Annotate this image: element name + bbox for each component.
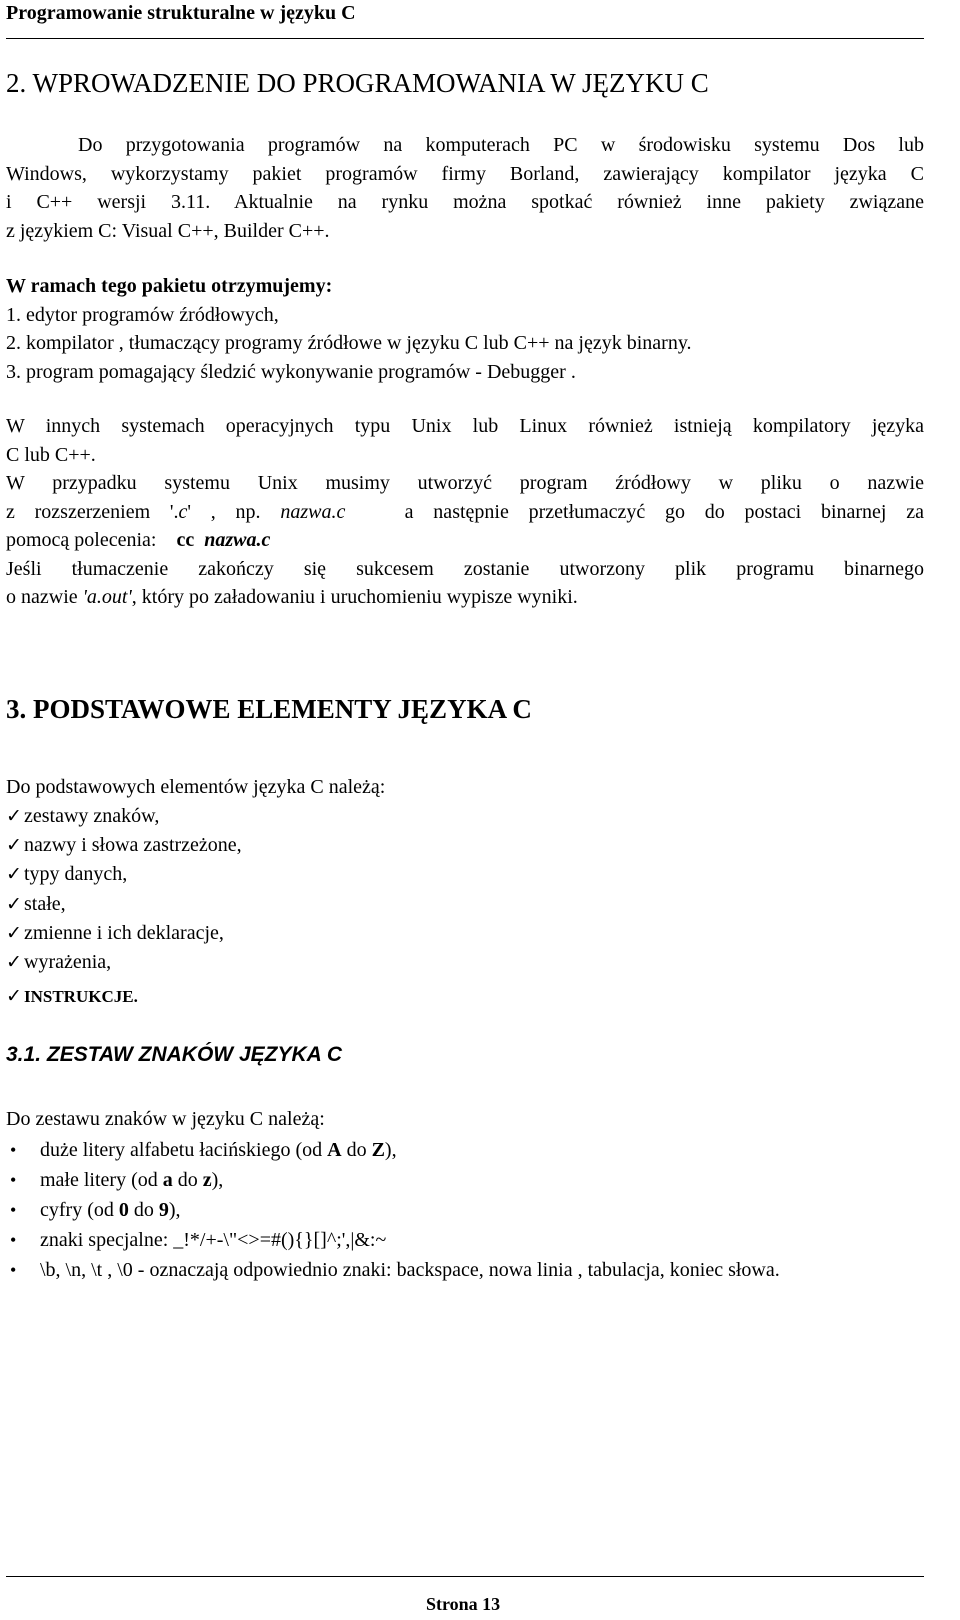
list-item bbox=[6, 1255, 926, 1285]
section-2-intro bbox=[6, 131, 924, 245]
unix-line-5-a: pomocą polecenia: bbox=[6, 529, 177, 551]
charset-bullet-list bbox=[6, 1135, 924, 1285]
list-item-label: typy danych, bbox=[24, 863, 128, 886]
list-item bbox=[6, 831, 242, 860]
bullet-text: duże litery alfabetu łacińskiego (od bbox=[40, 1139, 328, 1161]
bullet-text: do bbox=[172, 1169, 203, 1191]
unix-line-1: W innych systemach operacyjnych typu Unix lub Linux również istnieją kompilatory języka bbox=[6, 415, 924, 437]
unix-line-4-a: z rozszerzeniem '. bbox=[6, 500, 179, 523]
unix-line-6: Jeśli tłumaczenie zakończy się sukcesem zostanie utworzony plik programu binarnego bbox=[6, 557, 924, 580]
list-item-label: nazwy i słowa zastrzeżone, bbox=[24, 834, 242, 857]
list-item bbox=[6, 1165, 924, 1195]
bullet-text: do bbox=[128, 1199, 159, 1221]
bullet-icon: • bbox=[10, 1230, 17, 1250]
intro-line-2: Windows, wykorzystamy pakiet programów firmy Borland, zawierający kompilator języka C bbox=[6, 162, 924, 185]
list-item-label: zestawy znaków, bbox=[24, 805, 160, 827]
check-icon: ✓ bbox=[6, 835, 22, 857]
bullet-text: małe litery (od bbox=[40, 1169, 163, 1191]
package-heading: W ramach tego pakietu otrzymujemy: bbox=[6, 275, 333, 297]
running-header-title: Programowanie strukturalne w języku C bbox=[6, 2, 356, 24]
unix-line-7-c: , który po załadowaniu i uruchomieniu wypisze wyniki. bbox=[131, 586, 578, 608]
unix-line-5 bbox=[6, 526, 924, 555]
bullet-text: ), bbox=[168, 1199, 181, 1221]
bullet-text: znaki specjalne: _!*/+-\"<>=#(){}[]^;',|&:~ bbox=[40, 1229, 387, 1251]
bullet-text: cyfry (od bbox=[40, 1199, 119, 1221]
section-3-1-title: 3.1. ZESTAW ZNAKÓW JĘZYKA C bbox=[6, 1043, 343, 1066]
list-item bbox=[6, 1225, 924, 1255]
unix-line-2: C lub C++. bbox=[6, 443, 96, 466]
section-3-1-intro: Do zestawu znaków w języku C należą: bbox=[6, 1108, 325, 1130]
unix-line-4 bbox=[6, 498, 924, 527]
header-rule bbox=[6, 38, 924, 39]
bullet-bold: 9 bbox=[158, 1199, 169, 1221]
page-number: Strona 13 bbox=[426, 1594, 501, 1614]
bullet-text: ), bbox=[211, 1169, 224, 1191]
package-item-3: 3. program pomagający śledzić wykonywanie programów - Debugger . bbox=[6, 360, 576, 383]
list-item bbox=[6, 1195, 924, 1225]
bullet-icon: • bbox=[10, 1140, 17, 1160]
list-item-label: INSTRUKCJE. bbox=[24, 987, 138, 1006]
unix-line-4-c: ' , np. bbox=[187, 500, 281, 523]
bullet-bold: Z bbox=[371, 1139, 385, 1161]
check-icon: ✓ bbox=[6, 893, 22, 915]
unix-ext-c: c bbox=[178, 500, 188, 523]
list-item-instrukcje bbox=[6, 985, 138, 1008]
package-item-2: 2. kompilator , tłumaczący programy źródłowe w języku C lub C++ na język binarny. bbox=[6, 332, 692, 354]
list-item-label: stałe, bbox=[24, 892, 66, 915]
bullet-text: do bbox=[341, 1139, 372, 1161]
list-item bbox=[6, 1135, 924, 1165]
list-item bbox=[6, 948, 242, 977]
bullet-bold: A bbox=[327, 1139, 342, 1161]
list-item-label: zmienne i ich deklaracje, bbox=[24, 921, 224, 944]
check-icon: ✓ bbox=[6, 806, 22, 827]
bullet-text: \b, \n, \t , \0 - oznaczają odpowiednio znaki: backspace, nowa linia , tabulacja, koniec słowa. bbox=[40, 1259, 780, 1281]
bullet-text: ), bbox=[384, 1139, 397, 1161]
package-item-1: 1. edytor programów źródłowych, bbox=[6, 303, 279, 326]
intro-line-4: z językiem C: Visual C++, Builder C++. bbox=[6, 219, 330, 242]
unix-line-7-a: o nazwie bbox=[6, 586, 83, 608]
package-list bbox=[6, 272, 924, 386]
list-item bbox=[6, 802, 242, 831]
list-item bbox=[6, 860, 242, 889]
check-icon: ✓ bbox=[6, 952, 22, 974]
unix-filename: nazwa.c bbox=[280, 500, 346, 523]
unix-line-7 bbox=[6, 583, 924, 612]
footer-rule bbox=[6, 1576, 924, 1577]
unix-line-4-e: a następnie przetłumaczyć go do postaci binarnej za bbox=[345, 500, 925, 523]
section-3-title: 3. PODSTAWOWE ELEMENTY JĘZYKA C bbox=[6, 694, 532, 724]
check-icon: ✓ bbox=[6, 864, 22, 886]
check-icon: ✓ bbox=[6, 986, 22, 1007]
list-item-label: wyrażenia, bbox=[24, 951, 112, 974]
list-item bbox=[6, 890, 242, 919]
check-icon: ✓ bbox=[6, 922, 22, 944]
elements-checklist bbox=[6, 802, 242, 977]
list-item bbox=[6, 919, 242, 948]
bullet-bold: a bbox=[162, 1169, 173, 1191]
bullet-icon: • bbox=[10, 1200, 17, 1220]
unix-paragraph bbox=[6, 412, 924, 612]
section-2-title: 2. WPROWADZENIE DO PROGRAMOWANIA W JĘZYKU C bbox=[6, 68, 709, 98]
bullet-icon: • bbox=[10, 1170, 17, 1190]
command-cc: cc bbox=[176, 529, 195, 551]
intro-line-3: i C++ wersji 3.11. Aktualnie na rynku można spotkać również inne pakiety związane bbox=[6, 191, 924, 213]
unix-line-3: W przypadku systemu Unix musimy utworzyć program źródłowy w pliku o nazwie bbox=[6, 472, 924, 494]
bullet-bold: z bbox=[202, 1169, 212, 1191]
intro-line-1: Do przygotowania programów na komputerach PC w środowisku systemu Dos lub bbox=[78, 134, 924, 156]
bullet-bold: 0 bbox=[118, 1199, 129, 1221]
output-filename: 'a.out' bbox=[82, 586, 132, 608]
bullet-icon: • bbox=[10, 1260, 17, 1280]
command-filename: nazwa.c bbox=[204, 529, 271, 551]
section-3-intro: Do podstawowych elementów języka C należą: bbox=[6, 776, 386, 798]
